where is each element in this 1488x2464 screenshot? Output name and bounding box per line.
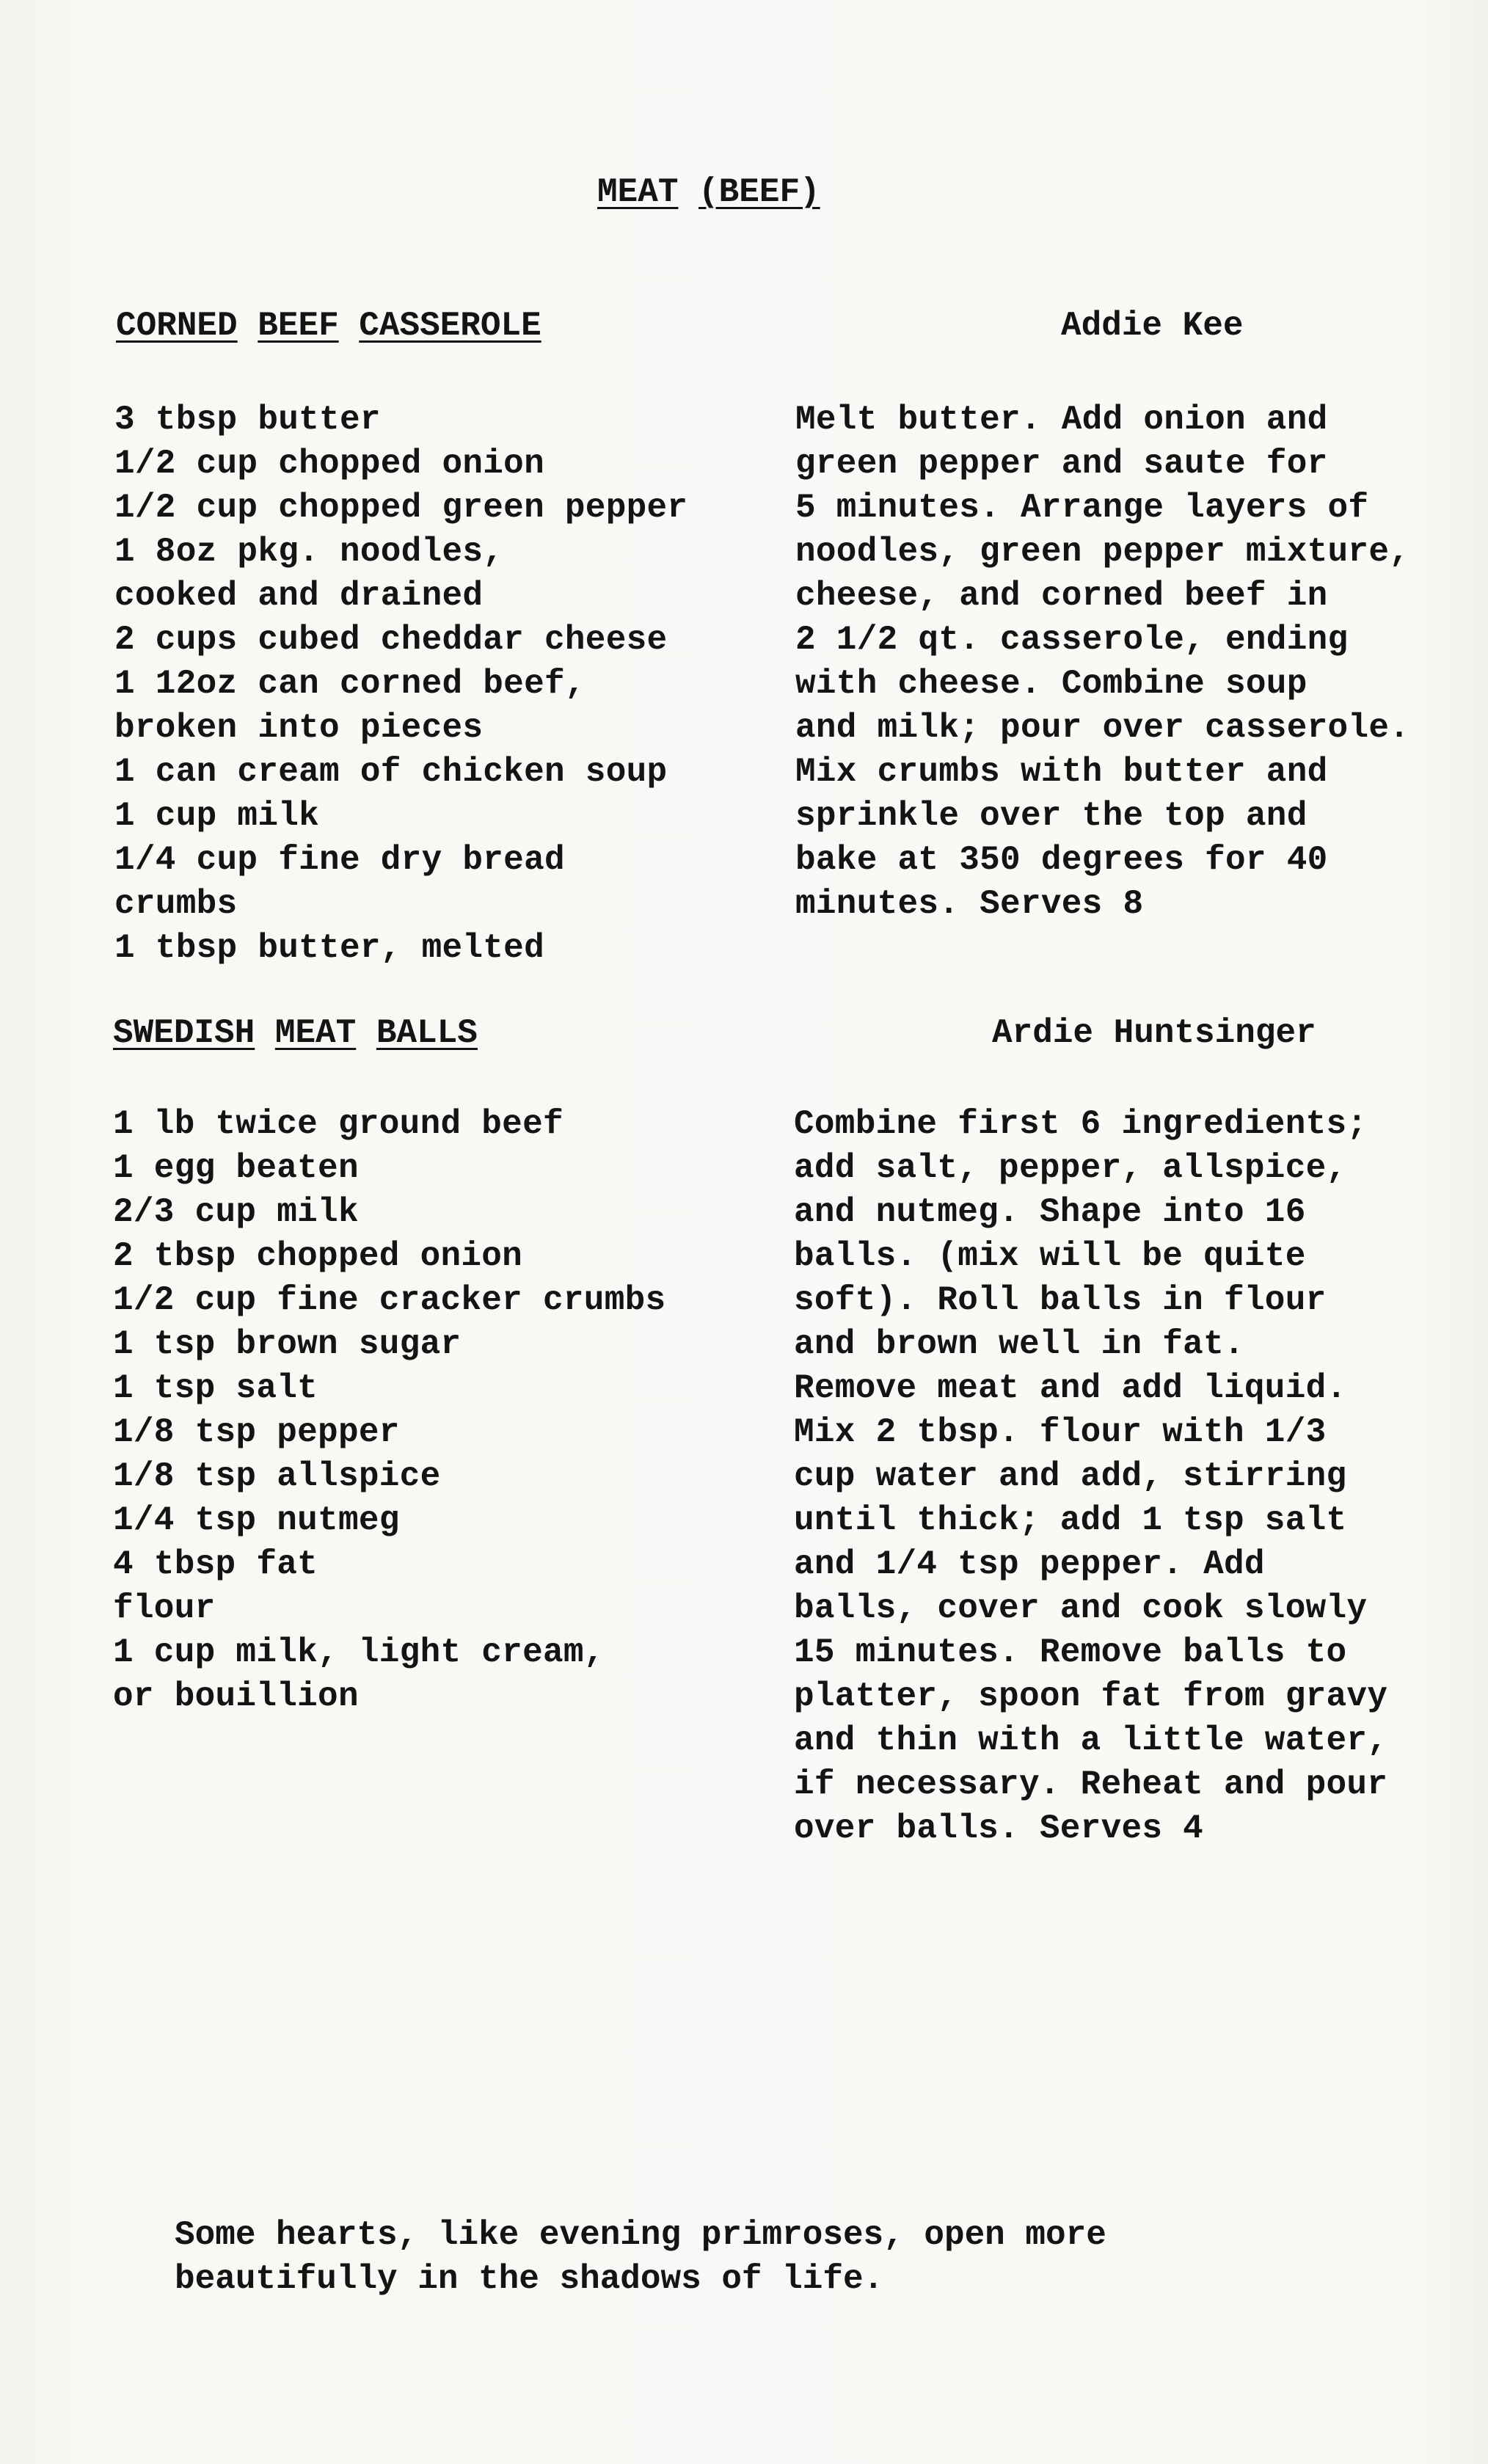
ingredient-line: 1/2 cup chopped onion: [114, 445, 544, 483]
direction-line: over balls. Serves 4: [794, 1809, 1204, 1848]
quote-line: beautifully in the shadows of life.: [175, 2260, 884, 2298]
recipe-author: Addie Kee: [1061, 307, 1244, 345]
ingredient-line: 3 tbsp butter: [114, 401, 381, 439]
direction-line: with cheese. Combine soup: [795, 665, 1308, 703]
direction-line: soft). Roll balls in flour: [794, 1281, 1327, 1319]
direction-line: bake at 350 degrees for 40: [795, 841, 1328, 879]
ingredient-line: 4 tbsp fat: [113, 1545, 318, 1583]
direction-line: Mix 2 tbsp. flour with 1/3: [794, 1413, 1327, 1451]
page-title-word-beef: (BEEF): [699, 173, 820, 211]
ingredient-line: 1/2 cup chopped green pepper: [114, 489, 688, 527]
direction-line: minutes. Serves 8: [795, 885, 1144, 923]
ingredient-line: 2 cups cubed cheddar cheese: [114, 621, 668, 659]
directions-list: [795, 398, 1409, 926]
ingredient-line: or bouillion: [113, 1677, 359, 1716]
direction-line: Mix crumbs with butter and: [795, 753, 1328, 791]
direction-line: Remove meat and add liquid.: [794, 1369, 1347, 1407]
ingredient-line: 2/3 cup milk: [113, 1193, 359, 1231]
direction-line: 15 minutes. Remove balls to: [794, 1633, 1347, 1672]
direction-line: noodles, green pepper mixture,: [795, 533, 1410, 571]
recipe-author: Ardie Huntsinger: [992, 1014, 1316, 1052]
direction-line: and nutmeg. Shape into 16: [794, 1193, 1306, 1231]
directions-list: [794, 1102, 1387, 1851]
direction-line: add salt, pepper, allspice,: [794, 1149, 1347, 1187]
ingredient-line: 1 lb twice ground beef: [113, 1105, 564, 1143]
direction-line: if necessary. Reheat and pour: [794, 1765, 1388, 1804]
ingredient-line: 1 egg beaten: [113, 1149, 359, 1187]
ingredient-line: 1/4 tsp nutmeg: [113, 1501, 400, 1539]
ingredient-line: 1 cup milk: [114, 797, 320, 835]
direction-line: green pepper and saute for: [795, 445, 1328, 483]
ingredient-line: 1/8 tsp allspice: [113, 1457, 441, 1495]
ingredient-list: [113, 1102, 665, 1718]
recipe-title-word: MEAT: [274, 1014, 357, 1052]
ingredient-line: 1/4 cup fine dry bread: [114, 841, 565, 879]
page-title: [597, 173, 820, 211]
direction-line: 5 minutes. Arrange layers of: [795, 489, 1369, 527]
direction-line: and thin with a little water,: [794, 1721, 1388, 1760]
direction-line: sprinkle over the top and: [795, 797, 1308, 835]
direction-line: cheese, and corned beef in: [795, 577, 1328, 615]
direction-line: balls, cover and cook slowly: [794, 1589, 1368, 1628]
ingredient-line: 1 can cream of chicken soup: [114, 753, 668, 791]
direction-line: Melt butter. Add onion and: [795, 401, 1328, 439]
recipe-title-word: BEEF: [258, 307, 339, 345]
ingredient-line: cooked and drained: [114, 577, 484, 615]
direction-line: and milk; pour over casserole.: [795, 709, 1410, 747]
recipe-title-word: CASSEROLE: [359, 307, 541, 345]
direction-line: balls. (mix will be quite: [794, 1237, 1306, 1275]
recipe-title-word: SWEDISH: [113, 1014, 255, 1052]
quote-line: Some hearts, like evening primroses, open more: [175, 2216, 1106, 2254]
direction-line: 2 1/2 qt. casserole, ending: [795, 621, 1349, 659]
ingredient-line: 1 12oz can corned beef,: [114, 665, 586, 703]
ingredient-line: 1 tsp salt: [113, 1369, 318, 1407]
recipe-title-word: BALLS: [376, 1014, 478, 1052]
ingredient-line: crumbs: [114, 885, 238, 923]
direction-line: cup water and add, stirring: [794, 1457, 1347, 1495]
ingredient-line: 1/2 cup fine cracker crumbs: [113, 1281, 666, 1319]
direction-line: Combine first 6 ingredients;: [794, 1105, 1368, 1143]
recipe-title-swedish-meat-balls: [113, 1014, 478, 1052]
direction-line: platter, spoon fat from gravy: [794, 1677, 1388, 1716]
recipe-title-word: CORNED: [116, 307, 238, 345]
ingredient-line: 1 tsp brown sugar: [113, 1325, 462, 1363]
ingredient-line: flour: [113, 1589, 216, 1628]
closing-quote: [175, 2213, 1106, 2301]
direction-line: until thick; add 1 tsp salt: [794, 1501, 1347, 1539]
ingredient-line: broken into pieces: [114, 709, 484, 747]
ingredient-list: [114, 398, 688, 970]
ingredient-line: 1 cup milk, light cream,: [113, 1633, 605, 1672]
ingredient-line: 2 tbsp chopped onion: [113, 1237, 523, 1275]
page-title-word-meat: MEAT: [597, 173, 679, 211]
ingredient-line: 1 8oz pkg. noodles,: [114, 533, 504, 571]
ingredient-line: 1/8 tsp pepper: [113, 1413, 400, 1451]
direction-line: and brown well in fat.: [794, 1325, 1244, 1363]
ingredient-line: 1 tbsp butter, melted: [114, 929, 544, 967]
recipe-title-corned-beef-casserole: [116, 307, 541, 345]
direction-line: and 1/4 tsp pepper. Add: [794, 1545, 1265, 1583]
